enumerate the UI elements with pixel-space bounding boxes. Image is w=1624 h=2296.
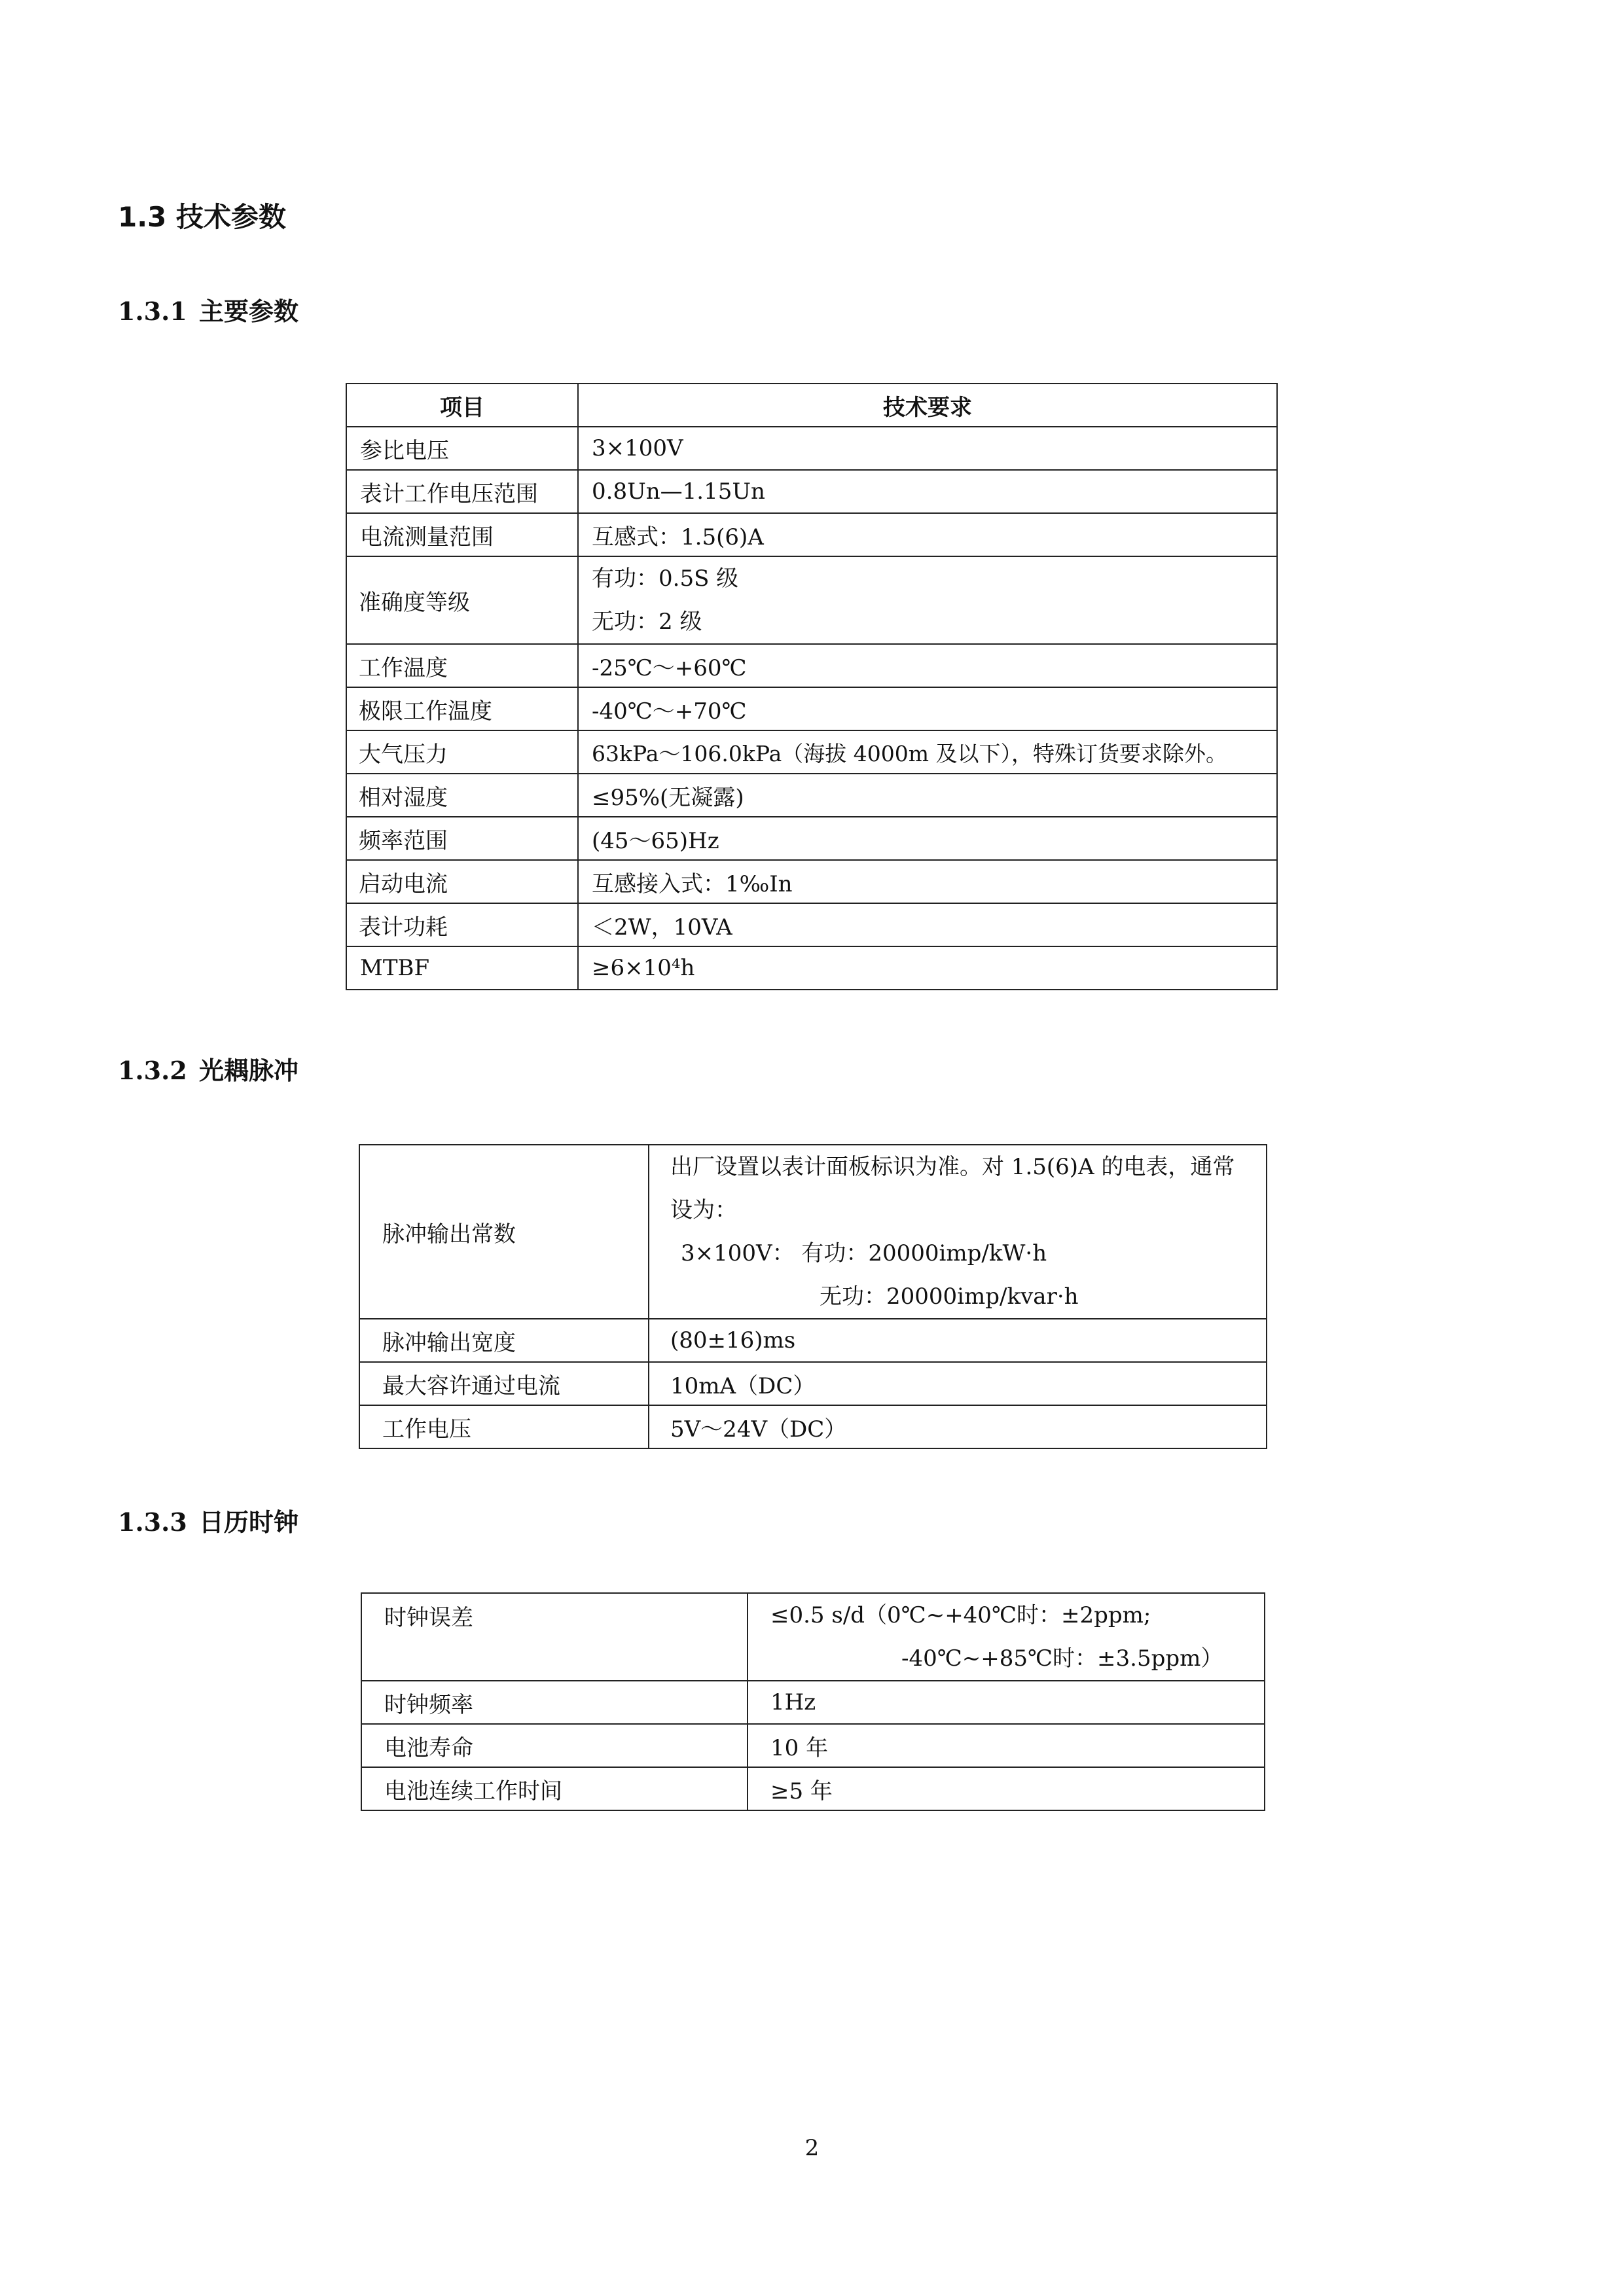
pulse-output-table	[359, 1144, 1267, 1449]
row-value	[649, 1145, 1267, 1319]
subsection-title: 日历时钟	[199, 1507, 299, 1537]
table-header-row	[346, 384, 1277, 427]
table-row	[359, 1145, 1267, 1319]
subsection-heading-pulse	[118, 1052, 298, 1089]
row-value: ≥5 年	[748, 1767, 1265, 1810]
row-item	[361, 1593, 748, 1681]
row-value: 10 年	[748, 1724, 1265, 1767]
table-row	[346, 774, 1277, 817]
calendar-clock-table	[361, 1592, 1265, 1811]
row-item: 电流测量范围	[346, 513, 578, 556]
subsection-heading-clock	[118, 1504, 298, 1541]
row-item: 极限工作温度	[346, 687, 578, 730]
row-value	[748, 1593, 1265, 1681]
main-parameters-table	[346, 383, 1278, 990]
row-item: 脉冲输出宽度	[359, 1319, 649, 1362]
subsection-number: 1.3.2	[118, 1056, 187, 1085]
table-row	[359, 1319, 1267, 1362]
subsection-title: 光耦脉冲	[199, 1056, 299, 1085]
table-row	[361, 1593, 1265, 1681]
value-line: 设为：	[670, 1197, 737, 1223]
row-value	[578, 556, 1277, 644]
subsection-number: 1.3.1	[118, 296, 187, 326]
table-row	[346, 556, 1277, 644]
row-value: (45～65)Hz	[578, 817, 1277, 860]
value-line: 有功：0.5S 级	[592, 565, 739, 592]
table-row	[361, 1724, 1265, 1767]
row-value: 63kPa～106.0kPa（海拔 4000m 及以下），特殊订货要求除外。	[578, 730, 1277, 774]
table-row	[346, 644, 1277, 687]
row-value: -25℃～+60℃	[578, 644, 1277, 687]
row-item: 电池寿命	[361, 1724, 748, 1767]
subsection-title: 主要参数	[199, 296, 299, 326]
table-row	[359, 1405, 1267, 1448]
item-label: 时钟误差	[384, 1605, 473, 1631]
row-item: 参比电压	[346, 427, 578, 470]
row-value: ≤95%(无凝露)	[578, 774, 1277, 817]
value-line: 出厂设置以表计面板标识为准。对 1.5(6)A 的电表，通常	[670, 1154, 1235, 1180]
row-value: 5V～24V（DC）	[649, 1405, 1267, 1448]
section-title: 1.3 技术参数	[118, 201, 287, 233]
header-item: 项目	[346, 384, 578, 427]
subsection-number: 1.3.3	[118, 1507, 187, 1537]
row-item: MTBF	[346, 946, 578, 990]
table-row	[346, 730, 1277, 774]
value-line: ≤0.5 s/d（0℃~+40℃时：±2ppm;	[770, 1602, 1151, 1628]
row-item: 表计功耗	[346, 903, 578, 946]
row-value: 互感式：1.5(6)A	[578, 513, 1277, 556]
value-line: 3×100V： 有功：20000imp/kW·h	[681, 1240, 1047, 1266]
row-value: ≥6×10⁴h	[578, 946, 1277, 990]
table-row	[346, 427, 1277, 470]
row-item: 频率范围	[346, 817, 578, 860]
row-item: 相对湿度	[346, 774, 578, 817]
row-item: 准确度等级	[346, 556, 578, 644]
value-line: 无功：20000imp/kvar·h	[820, 1283, 1079, 1310]
row-value: -40℃～+70℃	[578, 687, 1277, 730]
row-item: 工作电压	[359, 1405, 649, 1448]
row-value: (80±16)ms	[649, 1319, 1267, 1362]
row-value: 3×100V	[578, 427, 1277, 470]
value-line: 无功：2 级	[592, 609, 702, 635]
table-row	[346, 946, 1277, 990]
table-row	[346, 513, 1277, 556]
value-line: -40℃~+85℃时：±3.5ppm）	[901, 1645, 1223, 1672]
row-value: 互感接入式：1‰In	[578, 860, 1277, 903]
table-row	[346, 687, 1277, 730]
row-item: 表计工作电压范围	[346, 470, 578, 513]
subsection-heading-main-params	[118, 293, 298, 330]
row-value: 10mA（DC）	[649, 1362, 1267, 1405]
table-row	[346, 860, 1277, 903]
row-item: 启动电流	[346, 860, 578, 903]
row-item: 最大容许通过电流	[359, 1362, 649, 1405]
table-row	[359, 1362, 1267, 1405]
row-item: 工作温度	[346, 644, 578, 687]
row-value: 0.8Un—1.15Un	[578, 470, 1277, 513]
table-row	[346, 470, 1277, 513]
table-row	[361, 1767, 1265, 1810]
page-number: 2	[804, 2135, 820, 2161]
table-row	[361, 1681, 1265, 1724]
row-value: 1Hz	[748, 1681, 1265, 1724]
row-item: 电池连续工作时间	[361, 1767, 748, 1810]
table-row	[346, 903, 1277, 946]
row-item: 时钟频率	[361, 1681, 748, 1724]
row-item: 大气压力	[346, 730, 578, 774]
header-requirement: 技术要求	[578, 384, 1277, 427]
row-item: 脉冲输出常数	[359, 1145, 649, 1319]
row-value: ＜2W，10VA	[578, 903, 1277, 946]
table-row	[346, 817, 1277, 860]
